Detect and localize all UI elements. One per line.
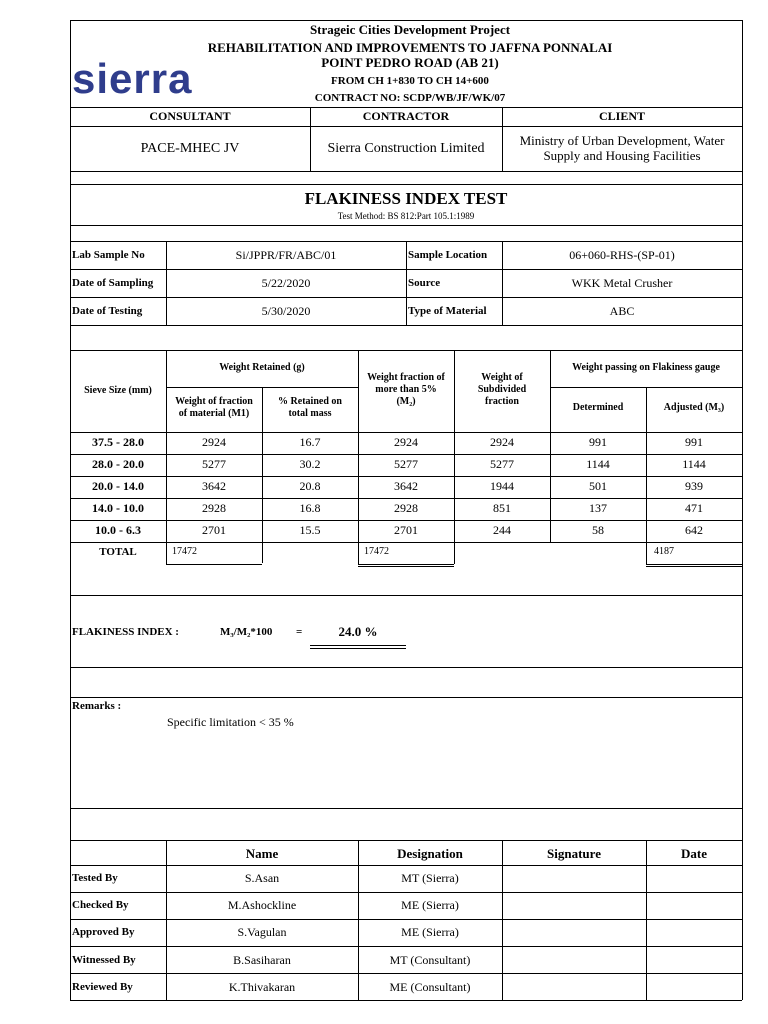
total-adjusted: 4187 — [654, 546, 674, 557]
frame-top — [70, 20, 742, 21]
project-name: Strageic Cities Development Project — [309, 22, 511, 37]
determined-cell: 137 — [589, 501, 607, 515]
divider — [70, 432, 742, 433]
divider — [70, 454, 742, 455]
signature-header: Signature — [547, 846, 601, 861]
divider — [70, 520, 742, 521]
divider — [70, 667, 742, 668]
pct-cell: 16.8 — [299, 501, 321, 515]
sieve-cell: 37.5 - 28.0 — [92, 435, 144, 449]
divider — [70, 171, 742, 172]
signatory-name: S.Vagulan — [237, 925, 287, 939]
divider — [358, 840, 359, 1000]
m2-cell: 2928 — [394, 501, 418, 515]
adjusted-cell: 642 — [685, 523, 703, 537]
signatory-designation: ME (Consultant) — [389, 980, 471, 994]
pct-cell: 30.2 — [299, 457, 321, 471]
lab-sample-no-label: Lab Sample No — [72, 249, 145, 261]
more-than-5-header-line-3: (M₂) — [396, 396, 416, 407]
subdivided-header-line-1: Weight of — [481, 372, 523, 383]
date-header: Date — [681, 846, 707, 861]
m1-cell: 2924 — [202, 435, 226, 449]
source: WKK Metal Crusher — [571, 276, 673, 290]
signatory-name: S.Asan — [244, 871, 280, 885]
m1-cell: 2928 — [202, 501, 226, 515]
contractor-label: CONTRACTOR — [362, 109, 450, 123]
subdivided-header-line-3: fraction — [485, 396, 519, 407]
lab-sample-no: Si/JPPR/FR/ABC/01 — [235, 248, 337, 262]
role-label: Reviewed By — [72, 981, 133, 993]
subdivided-cell: 5277 — [490, 457, 514, 471]
m2-cell: 2701 — [394, 523, 418, 537]
subdivided-cell: 2924 — [490, 435, 514, 449]
divider — [166, 840, 167, 1000]
contract-no: CONTRACT NO: SCDP/WB/JF/WK/07 — [314, 92, 506, 104]
pct-retained-header-line-1: % Retained on — [278, 396, 342, 407]
contractor-name: Sierra Construction Limited — [327, 141, 485, 156]
divider — [70, 595, 742, 596]
signatory-designation: ME (Sierra) — [401, 898, 459, 912]
date-of-sampling: 5/22/2020 — [261, 276, 311, 290]
sieve-cell: 28.0 - 20.0 — [92, 457, 144, 471]
divider — [70, 697, 742, 698]
client-name-line-1: Ministry of Urban Development, Water — [519, 133, 725, 148]
determined-cell: 991 — [589, 435, 607, 449]
divider — [70, 973, 742, 974]
sieve-cell: 20.0 - 14.0 — [92, 479, 144, 493]
signatory-designation: ME (Sierra) — [401, 925, 459, 939]
flakiness-index-value: 24.0 % — [338, 624, 378, 639]
divider — [358, 566, 454, 567]
weight-fraction-header-line-1: Weight of fraction — [175, 396, 253, 407]
m1-cell: 5277 — [202, 457, 226, 471]
sample-location-label: Sample Location — [408, 249, 488, 261]
divider — [646, 840, 647, 1000]
weight-retained-header: Weight Retained (g) — [219, 362, 305, 373]
date-of-testing-label: Date of Testing — [72, 305, 143, 317]
client-label: CLIENT — [598, 109, 645, 123]
signatory-designation: MT (Sierra) — [401, 871, 459, 885]
divider — [70, 476, 742, 477]
adjusted-cell: 939 — [685, 479, 703, 493]
role-label: Witnessed By — [72, 954, 136, 966]
value-underline — [310, 645, 406, 646]
pct-cell: 20.8 — [299, 479, 321, 493]
signatory-designation: MT (Consultant) — [389, 953, 471, 967]
divider — [70, 126, 742, 127]
sieve-cell: 10.0 - 6.3 — [95, 523, 141, 537]
m2-cell: 2924 — [394, 435, 418, 449]
equals-sign: = — [296, 626, 303, 638]
name-header: Name — [245, 846, 279, 861]
determined-header: Determined — [572, 402, 624, 413]
flakiness-index-label: FLAKINESS INDEX : — [72, 626, 179, 638]
divider — [70, 840, 742, 841]
remarks-text: Specific limitation < 35 % — [167, 715, 294, 729]
signatory-name: K.Thivakaran — [228, 980, 296, 994]
adjusted-cell: 1144 — [682, 457, 706, 471]
subdivided-header-line-2: Subdivided — [477, 384, 527, 395]
title-line-2: POINT PEDRO ROAD (AB 21) — [321, 55, 499, 70]
divider — [70, 808, 742, 809]
divider — [166, 564, 262, 565]
role-label: Checked By — [72, 899, 129, 911]
type-of-material: ABC — [609, 304, 635, 318]
total-label: TOTAL — [99, 546, 137, 558]
chainage: FROM CH 1+830 TO CH 14+600 — [331, 75, 489, 87]
consultant-label: CONSULTANT — [149, 109, 231, 123]
divider — [70, 225, 742, 226]
date-of-testing: 5/30/2020 — [261, 304, 311, 318]
sieve-cell: 14.0 - 10.0 — [92, 501, 144, 515]
role-label: Tested By — [72, 872, 118, 884]
divider — [646, 566, 742, 567]
total-m1: 17472 — [172, 546, 197, 557]
determined-cell: 58 — [592, 523, 604, 537]
divider — [70, 184, 742, 185]
adjusted-header: Adjusted (M₃) — [663, 402, 725, 413]
determined-cell: 1144 — [586, 457, 610, 471]
title-line-1: REHABILITATION AND IMPROVEMENTS TO JAFFNA PONNALAI — [207, 40, 613, 55]
more-than-5-header-line-1: Weight fraction of — [367, 372, 445, 383]
divider — [70, 946, 742, 947]
test-title: FLAKINESS INDEX TEST — [304, 189, 508, 208]
subdivided-cell: 851 — [493, 501, 511, 515]
test-method: Test Method: BS 812:Part 105.1:1989 — [337, 211, 475, 221]
remarks-label: Remarks : — [72, 700, 122, 712]
frame-right — [742, 20, 743, 1000]
sieve-size-header: Sieve Size (mm) — [84, 385, 152, 396]
consultant-name: PACE-MHEC JV — [140, 141, 240, 156]
signatory-name: B.Sasiharan — [233, 953, 291, 967]
divider — [406, 241, 407, 325]
more-than-5-header-line-2: more than 5% — [375, 384, 437, 395]
designation-header: Designation — [397, 846, 463, 861]
divider — [502, 840, 503, 1000]
divider — [70, 325, 742, 326]
value-underline — [310, 648, 406, 649]
determined-cell: 501 — [589, 479, 607, 493]
m1-cell: 2701 — [202, 523, 226, 537]
divider — [70, 892, 742, 893]
total-m2: 17472 — [364, 546, 389, 557]
flakiness-formula: M₃/M₂*100 — [220, 626, 273, 638]
divider — [550, 387, 742, 388]
sierra-logo: sierra — [72, 55, 193, 102]
divider — [166, 387, 358, 388]
source-label: Source — [408, 277, 441, 289]
type-of-material-label: Type of Material — [408, 305, 487, 317]
divider — [358, 564, 454, 565]
divider — [70, 919, 742, 920]
frame-bottom — [70, 1000, 742, 1001]
divider — [70, 498, 742, 499]
m2-cell: 5277 — [394, 457, 418, 471]
pct-cell: 15.5 — [299, 523, 321, 537]
divider — [70, 865, 742, 866]
subdivided-cell: 1944 — [490, 479, 514, 493]
pct-retained-header-line-2: total mass — [288, 408, 332, 419]
weight-fraction-header-line-2: of material (M1) — [178, 408, 250, 419]
divider — [646, 564, 742, 565]
role-label: Approved By — [72, 926, 135, 938]
subdivided-cell: 244 — [493, 523, 511, 537]
adjusted-cell: 991 — [685, 435, 703, 449]
adjusted-cell: 471 — [685, 501, 703, 515]
date-of-sampling-label: Date of Sampling — [72, 277, 154, 289]
divider — [70, 542, 742, 543]
m2-cell: 3642 — [394, 479, 418, 493]
sample-location: 06+060-RHS-(SP-01) — [569, 248, 675, 262]
divider — [70, 350, 742, 351]
pct-cell: 16.7 — [299, 435, 321, 449]
passing-header: Weight passing on Flakiness gauge — [572, 362, 720, 373]
client-name-line-2: Supply and Housing Facilities — [543, 148, 701, 163]
signatory-name: M.Ashockline — [227, 898, 297, 912]
m1-cell: 3642 — [202, 479, 226, 493]
divider — [70, 107, 742, 108]
